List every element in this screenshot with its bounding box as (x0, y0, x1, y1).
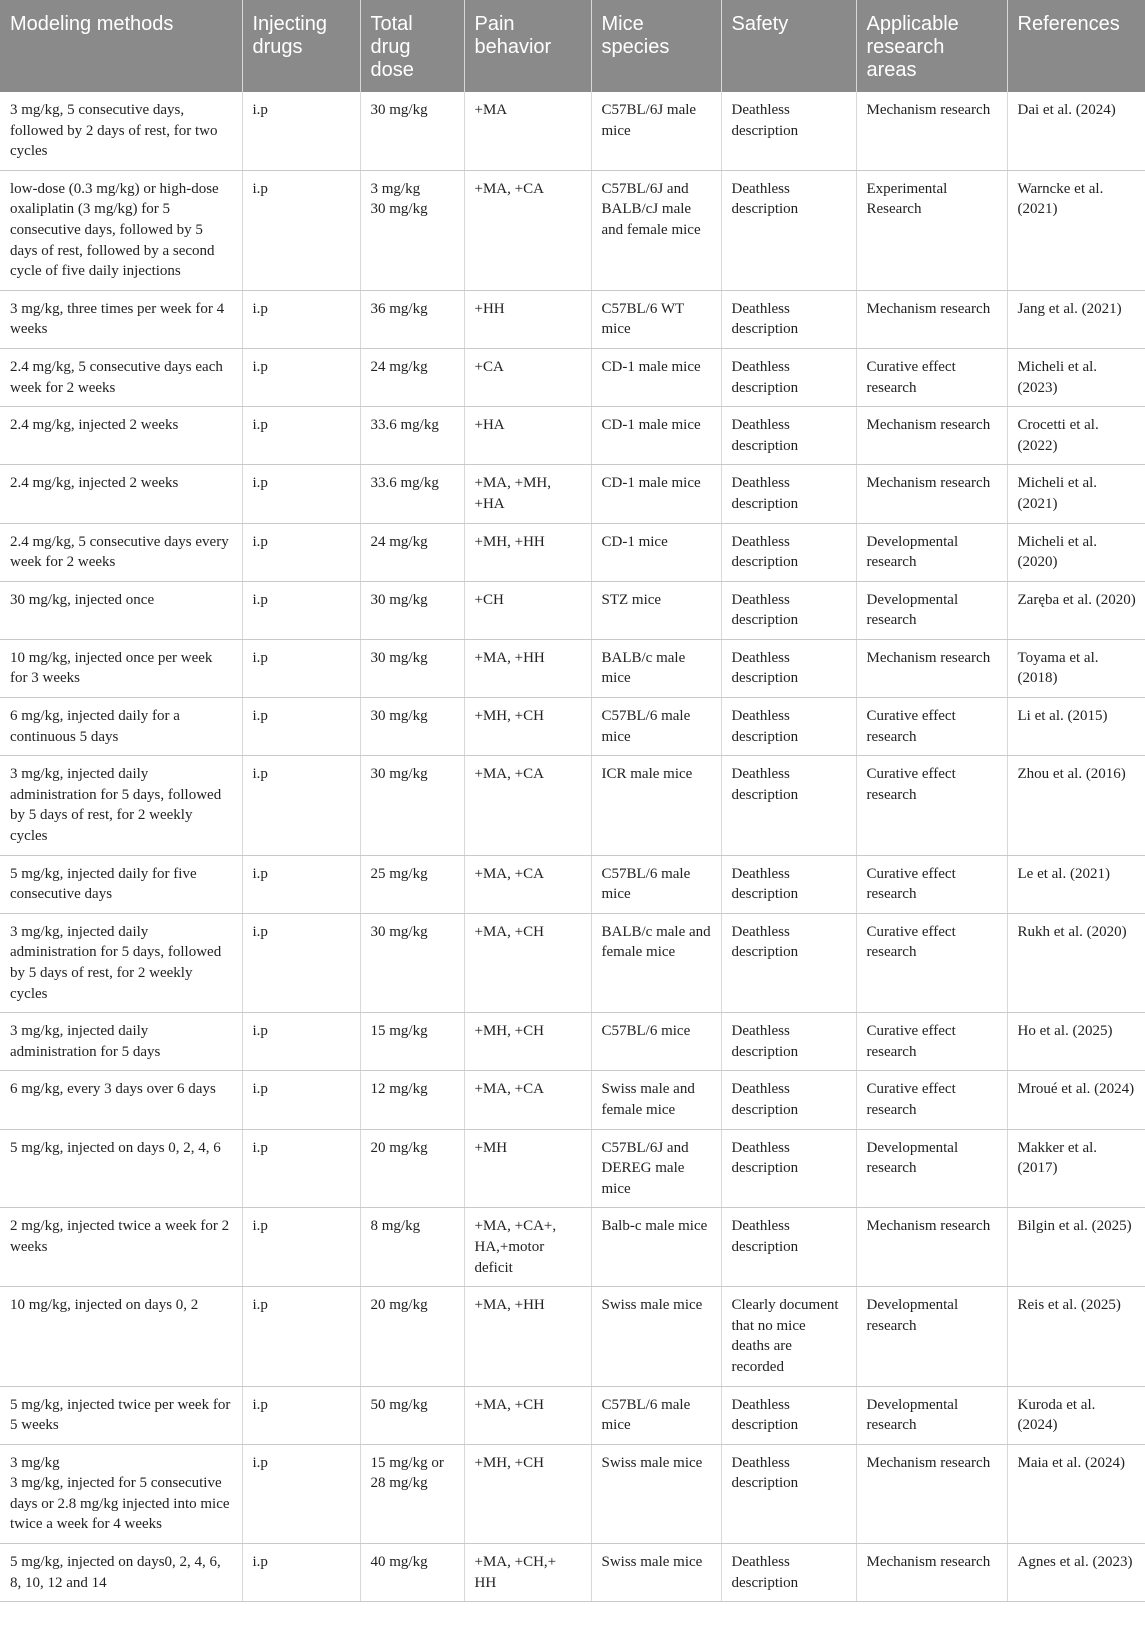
cell-mice-species: Swiss male mice (591, 1444, 721, 1543)
cell-safety: Deathless description (721, 170, 856, 290)
cell-modeling-methods: 3 mg/kg 3 mg/kg, injected for 5 consecutive days or 2.8 mg/kg injected into mice twice a week for 4 weeks (0, 1444, 242, 1543)
cell-research-areas: Curative effect research (856, 698, 1007, 756)
cell-safety: Deathless description (721, 1444, 856, 1543)
cell-safety: Deathless description (721, 407, 856, 465)
cell-injecting-drugs: i.p (242, 170, 360, 290)
cell-safety: Deathless description (721, 290, 856, 348)
cell-pain-behavior: +MA, +CH,+ HH (464, 1544, 591, 1602)
cell-total-drug-dose: 25 mg/kg (360, 855, 464, 913)
table-header (0, 0, 1145, 92)
cell-mice-species: Swiss male and female mice (591, 1071, 721, 1129)
table-row (0, 92, 1145, 170)
cell-injecting-drugs: i.p (242, 1071, 360, 1129)
cell-pain-behavior: +MA, +MH, +HA (464, 465, 591, 523)
cell-safety: Deathless description (721, 855, 856, 913)
cell-research-areas: Mechanism research (856, 465, 1007, 523)
table-row (0, 407, 1145, 465)
cell-pain-behavior: +MA, +CH (464, 913, 591, 1012)
cell-safety: Clearly document that no mice deaths are recorded (721, 1287, 856, 1386)
table-body (0, 92, 1145, 1602)
table-row (0, 639, 1145, 697)
cell-injecting-drugs: i.p (242, 92, 360, 170)
table-row (0, 698, 1145, 756)
cell-injecting-drugs: i.p (242, 698, 360, 756)
cell-pain-behavior: +MA, +HH (464, 639, 591, 697)
cell-total-drug-dose: 20 mg/kg (360, 1287, 464, 1386)
cell-total-drug-dose: 24 mg/kg (360, 523, 464, 581)
cell-references: Bilgin et al. (2025) (1007, 1208, 1145, 1287)
cell-research-areas: Mechanism research (856, 1208, 1007, 1287)
cell-total-drug-dose: 40 mg/kg (360, 1544, 464, 1602)
table-row (0, 1071, 1145, 1129)
cell-references: Mroué et al. (2024) (1007, 1071, 1145, 1129)
cell-safety: Deathless description (721, 523, 856, 581)
cell-injecting-drugs: i.p (242, 639, 360, 697)
cell-mice-species: C57BL/6J and BALB/cJ male and female mice (591, 170, 721, 290)
cell-research-areas: Mechanism research (856, 290, 1007, 348)
cell-total-drug-dose: 12 mg/kg (360, 1071, 464, 1129)
header-row (0, 0, 1145, 92)
column-header-mice-species: Mice species (591, 0, 721, 92)
cell-references: Dai et al. (2024) (1007, 92, 1145, 170)
cell-mice-species: BALB/c male and female mice (591, 913, 721, 1012)
cell-safety: Deathless description (721, 698, 856, 756)
cell-pain-behavior: +HH (464, 290, 591, 348)
cell-research-areas: Curative effect research (856, 1013, 1007, 1071)
cell-injecting-drugs: i.p (242, 290, 360, 348)
cell-references: Maia et al. (2024) (1007, 1444, 1145, 1543)
cell-total-drug-dose: 30 mg/kg (360, 92, 464, 170)
cell-modeling-methods: 5 mg/kg, injected on days 0, 2, 4, 6 (0, 1129, 242, 1208)
cell-references: Kuroda et al. (2024) (1007, 1386, 1145, 1444)
table-row (0, 1287, 1145, 1386)
cell-mice-species: STZ mice (591, 581, 721, 639)
cell-research-areas: Developmental research (856, 1129, 1007, 1208)
cell-references: Warncke et al. (2021) (1007, 170, 1145, 290)
cell-safety: Deathless description (721, 1013, 856, 1071)
cell-references: Ho et al. (2025) (1007, 1013, 1145, 1071)
cell-references: Zaręba et al. (2020) (1007, 581, 1145, 639)
cell-research-areas: Developmental research (856, 1287, 1007, 1386)
cell-pain-behavior: +MH, +CH (464, 1444, 591, 1543)
cell-total-drug-dose: 33.6 mg/kg (360, 407, 464, 465)
cell-mice-species: CD-1 mice (591, 523, 721, 581)
cell-modeling-methods: 10 mg/kg, injected once per week for 3 weeks (0, 639, 242, 697)
cell-pain-behavior: +MH, +CH (464, 1013, 591, 1071)
cell-total-drug-dose: 30 mg/kg (360, 698, 464, 756)
cell-mice-species: BALB/c male mice (591, 639, 721, 697)
cell-safety: Deathless description (721, 1208, 856, 1287)
cell-modeling-methods: 10 mg/kg, injected on days 0, 2 (0, 1287, 242, 1386)
cell-mice-species: Balb-c male mice (591, 1208, 721, 1287)
cell-research-areas: Curative effect research (856, 348, 1007, 406)
cell-mice-species: CD-1 male mice (591, 465, 721, 523)
cell-modeling-methods: 3 mg/kg, injected daily administration for 5 days (0, 1013, 242, 1071)
cell-total-drug-dose: 8 mg/kg (360, 1208, 464, 1287)
cell-research-areas: Mechanism research (856, 1544, 1007, 1602)
cell-modeling-methods: 2 mg/kg, injected twice a week for 2 weeks (0, 1208, 242, 1287)
cell-modeling-methods: 2.4 mg/kg, 5 consecutive days every week for 2 weeks (0, 523, 242, 581)
cell-modeling-methods: 2.4 mg/kg, injected 2 weeks (0, 407, 242, 465)
cell-mice-species: C57BL/6 male mice (591, 855, 721, 913)
cell-total-drug-dose: 20 mg/kg (360, 1129, 464, 1208)
cell-modeling-methods: 3 mg/kg, injected daily administration for 5 days, followed by 5 days of rest, for 2 weekly cycles (0, 913, 242, 1012)
cell-modeling-methods: 5 mg/kg, injected daily for five consecutive days (0, 855, 242, 913)
cell-research-areas: Developmental research (856, 581, 1007, 639)
table-row (0, 523, 1145, 581)
cell-modeling-methods: 30 mg/kg, injected once (0, 581, 242, 639)
cell-safety: Deathless description (721, 92, 856, 170)
cell-pain-behavior: +MA, +CA (464, 170, 591, 290)
cell-modeling-methods: 2.4 mg/kg, injected 2 weeks (0, 465, 242, 523)
cell-references: Reis et al. (2025) (1007, 1287, 1145, 1386)
cell-safety: Deathless description (721, 639, 856, 697)
cell-pain-behavior: +MH, +HH (464, 523, 591, 581)
table-row (0, 581, 1145, 639)
cell-safety: Deathless description (721, 913, 856, 1012)
cell-injecting-drugs: i.p (242, 1386, 360, 1444)
cell-total-drug-dose: 33.6 mg/kg (360, 465, 464, 523)
cell-total-drug-dose: 50 mg/kg (360, 1386, 464, 1444)
cell-injecting-drugs: i.p (242, 1444, 360, 1543)
cell-mice-species: CD-1 male mice (591, 348, 721, 406)
cell-mice-species: C57BL/6J and DEREG male mice (591, 1129, 721, 1208)
cell-references: Jang et al. (2021) (1007, 290, 1145, 348)
table-row (0, 290, 1145, 348)
cell-modeling-methods: 5 mg/kg, injected on days0, 2, 4, 6, 8, 10, 12 and 14 (0, 1544, 242, 1602)
table-row (0, 1129, 1145, 1208)
cell-research-areas: Curative effect research (856, 1071, 1007, 1129)
cell-mice-species: Swiss male mice (591, 1544, 721, 1602)
cell-pain-behavior: +HA (464, 407, 591, 465)
cell-safety: Deathless description (721, 756, 856, 855)
column-header-research-areas: Applicable research areas (856, 0, 1007, 92)
table-row (0, 1444, 1145, 1543)
cell-safety: Deathless description (721, 1386, 856, 1444)
cell-mice-species: C57BL/6 WT mice (591, 290, 721, 348)
cell-references: Agnes et al. (2023) (1007, 1544, 1145, 1602)
cell-research-areas: Mechanism research (856, 92, 1007, 170)
cell-research-areas: Developmental research (856, 1386, 1007, 1444)
cell-modeling-methods: 6 mg/kg, injected daily for a continuous 5 days (0, 698, 242, 756)
cell-modeling-methods: 2.4 mg/kg, 5 consecutive days each week for 2 weeks (0, 348, 242, 406)
cell-safety: Deathless description (721, 1071, 856, 1129)
cell-research-areas: Mechanism research (856, 1444, 1007, 1543)
cell-injecting-drugs: i.p (242, 465, 360, 523)
table-row (0, 1386, 1145, 1444)
cell-injecting-drugs: i.p (242, 1544, 360, 1602)
cell-pain-behavior: +MA, +CH (464, 1386, 591, 1444)
table-row (0, 913, 1145, 1012)
cell-modeling-methods: 3 mg/kg, 5 consecutive days, followed by 2 days of rest, for two cycles (0, 92, 242, 170)
cell-mice-species: C57BL/6 male mice (591, 698, 721, 756)
cell-references: Micheli et al. (2023) (1007, 348, 1145, 406)
cell-mice-species: CD-1 male mice (591, 407, 721, 465)
cell-modeling-methods: 6 mg/kg, every 3 days over 6 days (0, 1071, 242, 1129)
cell-research-areas: Experimental Research (856, 170, 1007, 290)
cell-pain-behavior: +MA, +CA (464, 855, 591, 913)
cell-injecting-drugs: i.p (242, 581, 360, 639)
cell-mice-species: Swiss male mice (591, 1287, 721, 1386)
cell-total-drug-dose: 30 mg/kg (360, 756, 464, 855)
cell-injecting-drugs: i.p (242, 1287, 360, 1386)
table-row (0, 348, 1145, 406)
cell-total-drug-dose: 15 mg/kg or 28 mg/kg (360, 1444, 464, 1543)
table-row (0, 855, 1145, 913)
cell-injecting-drugs: i.p (242, 1208, 360, 1287)
cell-modeling-methods: 5 mg/kg, injected twice per week for 5 weeks (0, 1386, 242, 1444)
cell-total-drug-dose: 30 mg/kg (360, 913, 464, 1012)
cell-references: Micheli et al. (2020) (1007, 523, 1145, 581)
cell-injecting-drugs: i.p (242, 523, 360, 581)
cell-safety: Deathless description (721, 348, 856, 406)
cell-pain-behavior: +CH (464, 581, 591, 639)
cell-injecting-drugs: i.p (242, 1129, 360, 1208)
cell-safety: Deathless description (721, 1544, 856, 1602)
cell-research-areas: Mechanism research (856, 407, 1007, 465)
cell-total-drug-dose: 30 mg/kg (360, 639, 464, 697)
table-row (0, 1013, 1145, 1071)
cell-pain-behavior: +MH (464, 1129, 591, 1208)
cell-injecting-drugs: i.p (242, 756, 360, 855)
cell-safety: Deathless description (721, 465, 856, 523)
cell-pain-behavior: +MA, +CA+, HA,+motor deficit (464, 1208, 591, 1287)
column-header-safety: Safety (721, 0, 856, 92)
column-header-injecting-drugs: Injecting drugs (242, 0, 360, 92)
cell-safety: Deathless description (721, 581, 856, 639)
table-row (0, 1208, 1145, 1287)
cell-references: Le et al. (2021) (1007, 855, 1145, 913)
cell-pain-behavior: +MA, +HH (464, 1287, 591, 1386)
cell-total-drug-dose: 24 mg/kg (360, 348, 464, 406)
cell-mice-species: C57BL/6J male mice (591, 92, 721, 170)
cell-injecting-drugs: i.p (242, 913, 360, 1012)
cell-references: Zhou et al. (2016) (1007, 756, 1145, 855)
cell-total-drug-dose: 15 mg/kg (360, 1013, 464, 1071)
cell-modeling-methods: low-dose (0.3 mg/kg) or high-dose oxaliplatin (3 mg/kg) for 5 consecutive days, followed by 5 days of rest, followed by a second cycle of five daily injections (0, 170, 242, 290)
cell-total-drug-dose: 30 mg/kg (360, 581, 464, 639)
cell-total-drug-dose: 36 mg/kg (360, 290, 464, 348)
column-header-references: References (1007, 0, 1145, 92)
cell-references: Toyama et al. (2018) (1007, 639, 1145, 697)
cell-references: Micheli et al. (2021) (1007, 465, 1145, 523)
cell-modeling-methods: 3 mg/kg, three times per week for 4 weeks (0, 290, 242, 348)
cell-mice-species: C57BL/6 mice (591, 1013, 721, 1071)
cell-pain-behavior: +CA (464, 348, 591, 406)
cell-injecting-drugs: i.p (242, 1013, 360, 1071)
column-header-pain-behavior: Pain behavior (464, 0, 591, 92)
cell-research-areas: Mechanism research (856, 639, 1007, 697)
cell-pain-behavior: +MA (464, 92, 591, 170)
cell-references: Makker et al. (2017) (1007, 1129, 1145, 1208)
column-header-modeling-methods: Modeling methods (0, 0, 242, 92)
column-header-total-drug-dose: Total drug dose (360, 0, 464, 92)
cell-research-areas: Curative effect research (856, 855, 1007, 913)
cell-research-areas: Curative effect research (856, 756, 1007, 855)
cell-injecting-drugs: i.p (242, 407, 360, 465)
cell-references: Crocetti et al. (2022) (1007, 407, 1145, 465)
cell-total-drug-dose: 3 mg/kg 30 mg/kg (360, 170, 464, 290)
cell-references: Li et al. (2015) (1007, 698, 1145, 756)
table-row (0, 1544, 1145, 1602)
cell-pain-behavior: +MH, +CH (464, 698, 591, 756)
cell-injecting-drugs: i.p (242, 348, 360, 406)
cell-injecting-drugs: i.p (242, 855, 360, 913)
table-row (0, 756, 1145, 855)
cell-safety: Deathless description (721, 1129, 856, 1208)
cell-references: Rukh et al. (2020) (1007, 913, 1145, 1012)
cell-pain-behavior: +MA, +CA (464, 756, 591, 855)
cell-research-areas: Curative effect research (856, 913, 1007, 1012)
table-row (0, 170, 1145, 290)
cell-pain-behavior: +MA, +CA (464, 1071, 591, 1129)
cell-research-areas: Developmental research (856, 523, 1007, 581)
cell-modeling-methods: 3 mg/kg, injected daily administration for 5 days, followed by 5 days of rest, for 2 weekly cycles (0, 756, 242, 855)
cell-mice-species: ICR male mice (591, 756, 721, 855)
cell-mice-species: C57BL/6 male mice (591, 1386, 721, 1444)
table-row (0, 465, 1145, 523)
